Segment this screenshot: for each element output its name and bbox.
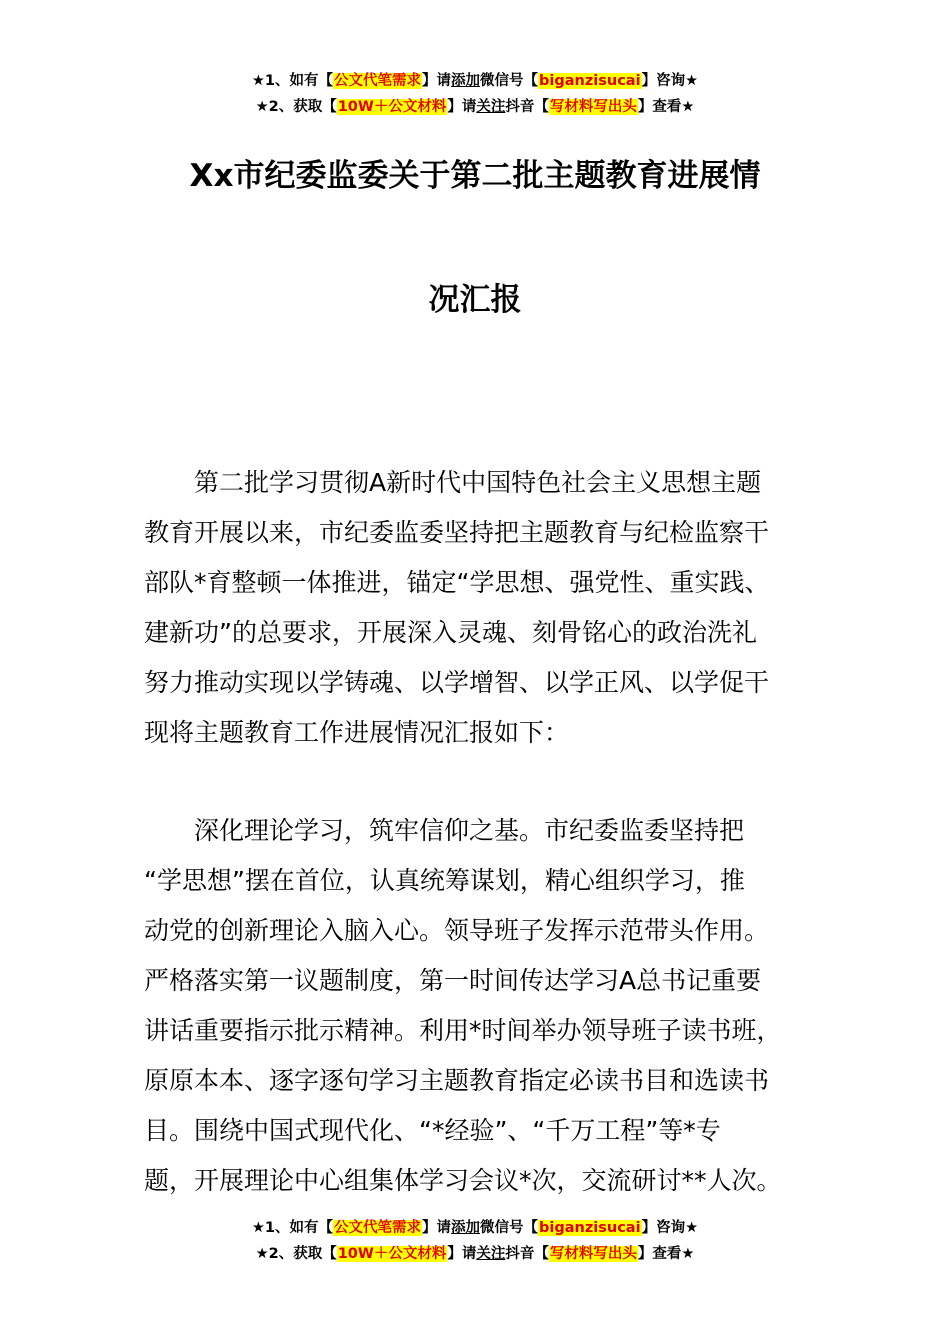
promo-highlight-materials: 10W＋公文材料 [337, 1246, 447, 1262]
body-paragraph-2 [144, 806, 814, 1206]
promo-line-1-suffix: 】咨询★ [641, 1220, 699, 1236]
promo-line-2-suffix: 】查看★ [637, 99, 695, 115]
promo-underlined-add: 添加 [451, 73, 481, 89]
paragraph-line: 题，开展理论中心组集体学习会议*次，交流研讨**人次。 [144, 1166, 782, 1195]
paragraph-line: 讲话重要指示批示精神。利用*时间举办领导班子读书班， [144, 1016, 782, 1045]
promo-line-1 [0, 68, 950, 94]
promo-line-1-mid2: 微信号【 [480, 73, 539, 89]
document-title-line-1: Xx市纪委监委关于第二批主题教育进展情 [189, 158, 761, 194]
promo-line-1-suffix: 】咨询★ [641, 73, 699, 89]
promo-line-1-prefix: ★1、如有【 [251, 1220, 334, 1236]
promo-line-1-mid: 】请 [422, 1220, 452, 1236]
promo-highlight-douyin-id: 写材料写出头 [549, 1246, 637, 1262]
promo-line-1 [0, 1215, 950, 1241]
promo-line-2-suffix: 】查看★ [637, 1246, 695, 1262]
top-promo-banner [0, 68, 950, 120]
promo-highlight-materials: 10W＋公文材料 [337, 99, 447, 115]
paragraph-line: 原原本本、逐字逐句学习主题教育指定必读书目和选读书 [144, 1066, 770, 1095]
promo-underlined-add: 添加 [451, 1220, 481, 1236]
document-title-line-2: 况汇报 [428, 282, 522, 318]
paragraph-line: 第二批学习贯彻A新时代中国特色社会主义思想主题 [144, 468, 762, 497]
promo-line-2 [0, 1241, 950, 1267]
paragraph-line: 教育开展以来，市纪委监委坚持把主题教育与纪检监察干 [144, 518, 770, 547]
promo-highlight-service: 公文代笔需求 [334, 1220, 422, 1236]
body-paragraph-1 [144, 458, 814, 758]
paragraph-line: 部队*育整顿一体推进，锚定“学思想、强党性、重实践、 [144, 568, 770, 597]
promo-line-2-prefix: ★2、获取【 [255, 99, 337, 115]
bottom-promo-banner [0, 1215, 950, 1267]
promo-highlight-wechat-id: biganzisucai [539, 1220, 641, 1236]
paragraph-line: 现将主题教育工作进展情况汇报如下： [144, 718, 570, 747]
promo-highlight-wechat-id: biganzisucai [539, 73, 641, 89]
promo-underlined-follow: 关注 [476, 1246, 506, 1262]
promo-underlined-follow: 关注 [476, 99, 506, 115]
paragraph-line: “学思想”摆在首位，认真统筹谋划，精心组织学习，推 [144, 866, 745, 895]
promo-line-2-mid: 】请 [447, 99, 477, 115]
paragraph-line: 严格落实第一议题制度，第一时间传达学习A总书记重要 [144, 966, 762, 995]
promo-highlight-douyin-id: 写材料写出头 [549, 99, 637, 115]
paragraph-line: 努力推动实现以学铸魂、以学增智、以学正风、以学促干 [144, 668, 770, 697]
promo-highlight-service: 公文代笔需求 [334, 73, 422, 89]
promo-line-2 [0, 94, 950, 120]
paragraph-line: 动党的创新理论入脑入心。领导班子发挥示范带头作用。 [144, 916, 770, 945]
promo-line-2-mid2: 抖音【 [505, 1246, 549, 1262]
paragraph-line: 深化理论学习，筑牢信仰之基。市纪委监委坚持把 [144, 816, 745, 845]
paragraph-line: 建新功”的总要求，开展深入灵魂、刻骨铭心的政治洗礼 [144, 618, 757, 647]
promo-line-2-prefix: ★2、获取【 [255, 1246, 337, 1262]
promo-line-1-prefix: ★1、如有【 [251, 73, 334, 89]
paragraph-line: 目。围绕中国式现代化、“*经验”、“千万工程”等*专 [144, 1116, 721, 1145]
promo-line-1-mid: 】请 [422, 73, 452, 89]
promo-line-1-mid2: 微信号【 [480, 1220, 539, 1236]
promo-line-2-mid: 】请 [447, 1246, 477, 1262]
promo-line-2-mid2: 抖音【 [505, 99, 549, 115]
